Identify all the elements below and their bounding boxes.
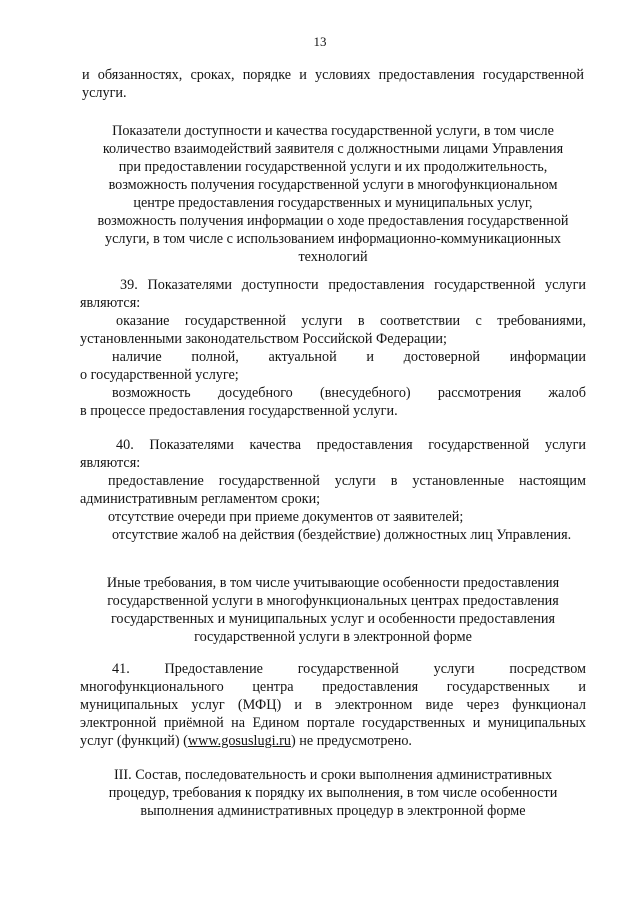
heading-line: при предоставлении государственной услуги и их продолжительность,	[118, 159, 548, 175]
heading-line: технологий	[298, 249, 368, 265]
paragraph-line: электронной приёмной на Едином портале государственных и муниципальных	[80, 715, 586, 731]
paragraph-line: муниципальных услуг (МФЦ) и в электронном виде через функционал	[80, 697, 586, 713]
paragraph-line: являются:	[80, 455, 141, 471]
heading-line: центре предоставления государственных и муниципальных услуг,	[133, 195, 533, 211]
paragraph-line: установленными законодательством Российской Федерации;	[80, 331, 447, 347]
heading-line: государственной услуги в электронной форме	[194, 629, 472, 645]
paragraph-line: предоставление государственной услуги в установленные настоящим	[108, 473, 586, 489]
paragraph-line: оказание государственной услуги в соответствии с требованиями,	[116, 313, 586, 329]
heading-line: III. Состав, последовательность и сроки выполнения административных	[113, 767, 553, 783]
heading-line: государственной услуги в многофункциональных центрах предоставления	[107, 593, 559, 609]
paragraph-line: являются:	[80, 295, 141, 311]
heading-line: государственных и муниципальных услуг и особенности предоставления	[110, 611, 556, 627]
heading-line: количество взаимодействий заявителя с должностными лицами Управления	[102, 141, 564, 157]
paragraph-line: возможность досудебного (внесудебного) рассмотрения жалоб	[112, 385, 586, 401]
paragraph-line: 41. Предоставление государственной услуги посредством	[112, 661, 586, 677]
paragraph-line	[80, 732, 412, 751]
paragraph-line: в процессе предоставления государственной услуги.	[80, 403, 398, 419]
paragraph-line: многофункционального центра предоставления государственных и	[80, 679, 586, 695]
heading-line: услуги, в том числе с использованием информационно-коммуникационных	[105, 231, 561, 247]
paragraph-line: наличие полной, актуальной и достоверной информации	[112, 349, 586, 365]
paragraph-line: о государственной услуге;	[80, 367, 239, 383]
gosuslugi-link[interactable]: www.gosuslugi.ru	[187, 733, 291, 749]
text-segment: услуг (функций) (	[80, 733, 188, 749]
page-number: 13	[313, 34, 327, 49]
paragraph-line: отсутствие очереди при приеме документов от заявителей;	[108, 509, 464, 525]
paragraph-line: 40. Показателями качества предоставления государственной услуги	[116, 437, 586, 453]
paragraph-line: 39. Показателями доступности предоставления государственной услуги	[120, 277, 586, 293]
heading-line: Показатели доступности и качества государственной услуги, в том числе	[112, 123, 554, 139]
text-segment: ) не предусмотрено.	[290, 733, 412, 749]
heading-line: процедур, требования к порядку их выполнения, в том числе особенности	[108, 785, 558, 801]
continuation-line-2: услуги.	[82, 85, 127, 101]
paragraph-line: отсутствие жалоб на действия (бездействие) должностных лиц Управления.	[112, 527, 572, 543]
continuation-line-1: и обязанностях, сроках, порядке и условиях предоставления государственной	[82, 67, 584, 83]
heading-line: Иные требования, в том числе учитывающие особенности предоставления	[106, 575, 560, 591]
paragraph-line: административным регламентом сроки;	[80, 491, 321, 507]
heading-line: возможность получения государственной услуги в многофункциональном	[108, 177, 558, 193]
heading-line: выполнения административных процедур в электронной форме	[140, 803, 526, 819]
heading-line: возможность получения информации о ходе предоставления государственной	[97, 213, 569, 229]
